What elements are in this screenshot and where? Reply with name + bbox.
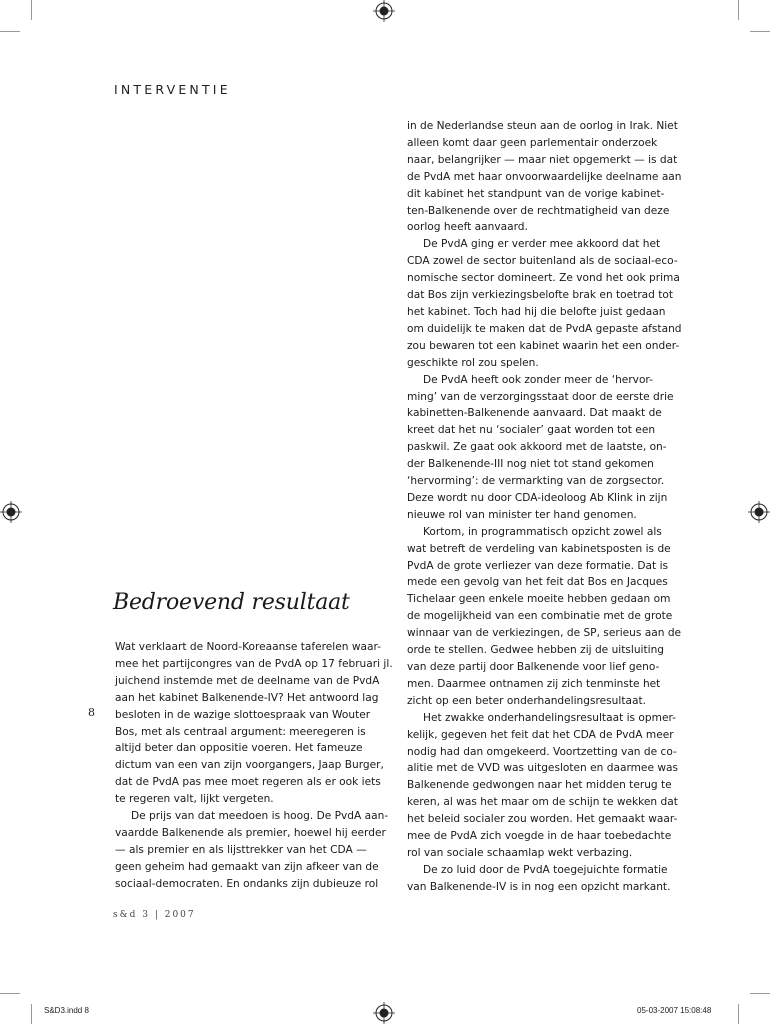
text-line: oorlog heeft aanvaard. [407, 221, 528, 234]
text-line: nieuwe rol van minister ter hand genomen. [407, 508, 637, 521]
text-line: mede een gevolg van het feit dat Bos en Jacques [407, 576, 668, 589]
text-line: dictum van een van zijn voorgangers, Jaap Burger, [115, 759, 384, 772]
text-line: altijd beter dan oppositie voeren. Het fameuze [115, 742, 363, 755]
text-line: alitie met de VVD was uitgesloten en daarmee was [407, 762, 679, 775]
text-line: nodig had dan omgekeerd. Voortzetting van de co- [407, 745, 677, 758]
text-line: De prijs van dat meedoen is hoog. De PvdA aan- [131, 810, 389, 823]
crop-mark-top-right-h [750, 31, 770, 32]
text-line: van Balkenende-IV is in nog een opzicht markant. [407, 880, 671, 893]
registration-mark-top-icon [373, 0, 395, 22]
text-line: zou bewaren tot een kabinet waarin het een onder- [407, 339, 680, 352]
text-line: vaardde Balkenende als premier, hoewel hij eerder [115, 826, 386, 839]
text-line: ten-Balkenende over de rechtmatigheid van deze [407, 204, 670, 217]
text-line: van deze partij door Balkenende voor lief geno- [407, 661, 660, 673]
text-line: de mogelijkheid van een combinatie met de grote [407, 610, 673, 623]
text-line: alleen komt daar geen parlementair onderzoek [407, 136, 658, 149]
text-line: — als premier en als lijsttrekker van het CDA — [115, 843, 367, 856]
text-line: mee het partijcongres van de PvdA op 17 februari jl. [115, 657, 393, 670]
text-line: dat de PvdA pas mee moet regeren als er ook iets [115, 776, 381, 789]
crop-mark-top-right-v [738, 0, 739, 20]
text-line: De zo luid door de PvdA toegejuichte formatie [423, 863, 668, 876]
text-line: Balkenende gedwongen naar het midden terug te [407, 779, 672, 792]
left-column [115, 639, 393, 893]
registration-mark-bottom-icon [373, 1002, 395, 1024]
text-line: orde te stellen. Gedwee hebben zij de uitsluiting [407, 644, 665, 657]
registration-mark-right-icon [748, 501, 770, 523]
text-line: het kabinet. Toch had hij die belofte juist gedaan [407, 305, 666, 318]
crop-mark-bottom-right-h [750, 993, 770, 994]
text-line: ‘hervorming’: de vermarkting van de zorgsector. [407, 475, 665, 488]
crop-mark-top-left-v [31, 0, 32, 20]
slug-file: S&D3.indd 8 [44, 1006, 89, 1015]
text-line: mee de PvdA zich voegde in de haar toebedachte [407, 830, 672, 843]
text-line: besloten in de wazige slottoespraak van Wouter [115, 708, 371, 721]
text-line: Kortom, in programmatisch opzicht zowel als [423, 525, 662, 538]
crop-mark-bottom-left-h [0, 993, 20, 994]
text-line: te regeren valt, lijkt vergeten. [115, 793, 274, 806]
text-line: geen geheim had gemaakt van zijn afkeer van de [115, 860, 379, 873]
crop-mark-bottom-left-v [31, 1004, 32, 1024]
text-line: CDA zowel de sector buitenland als de sociaal-eco- [407, 255, 678, 268]
text-line: nomische sector domineert. Ze vond het ook prima [407, 272, 680, 285]
text-line: naar, belangrijker — maar niet opgemerkt — is dat [407, 153, 678, 166]
section-label: INTERVENTIE [114, 82, 231, 97]
text-line: kreet dat het nu ‘socialer’ gaat worden tot een [407, 424, 656, 437]
text-line: Deze wordt nu door CDA-ideoloog Ab Klink in zijn [407, 491, 668, 504]
article-heading: Bedroevend resultaat [113, 590, 350, 615]
right-column [407, 118, 682, 896]
text-line: in de Nederlandse steun aan de oorlog in Irak. Niet [407, 120, 678, 132]
text-line: het beleid socialer zou worden. Het gemaakt waar- [407, 813, 678, 826]
text-line: zicht op een beter onderhandelingsresultaat. [407, 694, 646, 707]
page-number: 8 [88, 706, 95, 719]
text-line: dat Bos zijn verkiezingsbelofte brak en toetrad tot [407, 289, 674, 302]
text-line: Tichelaar geen enkele moeite hebben gedaan om [407, 593, 671, 606]
text-line: paskwil. Ze gaat ook akkoord met de laatste, on- [407, 441, 667, 454]
text-line: PvdA de grote verliezer van deze formatie. Dat is [407, 559, 669, 572]
journal-footer: s&d 3 | 2007 [113, 910, 196, 920]
text-line: ming’ van de verzorgingsstaat door de eerste drie [407, 390, 674, 403]
registration-mark-left-icon [0, 501, 22, 523]
text-line: Bos, met als centraal argument: meeregeren is [115, 725, 366, 738]
text-line: juichend instemde met de deelname van de PvdA [115, 674, 380, 687]
text-line: sociaal-democraten. En ondanks zijn dubieuze rol [115, 877, 379, 890]
text-line: om duidelijk te maken dat de PvdA gepaste afstand [407, 322, 682, 335]
text-line: De PvdA ging er verder mee akkoord dat het [423, 238, 661, 251]
text-line: keren, al was het maar om de schijn te wekken dat [407, 796, 678, 809]
text-line: rol van sociale schaamlap wekt verbazing. [407, 846, 633, 859]
text-line: winnaar van de verkiezingen, de SP, serieus aan de [407, 627, 682, 640]
crop-mark-top-left-h [0, 31, 20, 32]
text-line: kabinetten-Balkenende aanvaard. Dat maakt de [407, 407, 662, 420]
text-line: Wat verklaart de Noord-Koreaanse taferelen waar- [115, 641, 381, 653]
slug-date: 05-03-2007 15:08:48 [637, 1006, 712, 1015]
text-line: men. Daarmee ontnamen zij zich tenminste het [407, 677, 661, 690]
text-line: De PvdA heeft ook zonder meer de ‘hervor- [423, 373, 653, 386]
text-line: wat betreft de verdeling van kabinetsposten is de [407, 542, 671, 555]
text-line: Het zwakke onderhandelingsresultaat is opmer- [423, 711, 676, 724]
text-line: kelijk, gegeven het feit dat het CDA de PvdA meer [407, 728, 674, 741]
text-line: der Balkenende-III nog niet tot stand gekomen [407, 458, 654, 471]
text-line: de PvdA met haar onvoorwaardelijke deelname aan [407, 170, 682, 183]
text-line: geschikte rol zou spelen. [407, 356, 539, 369]
text-line: aan het kabinet Balkenende-IV? Het antwoord lag [115, 691, 379, 704]
text-line: dit kabinet het standpunt van de vorige kabinet- [407, 187, 665, 200]
crop-mark-bottom-right-v [738, 1004, 739, 1024]
